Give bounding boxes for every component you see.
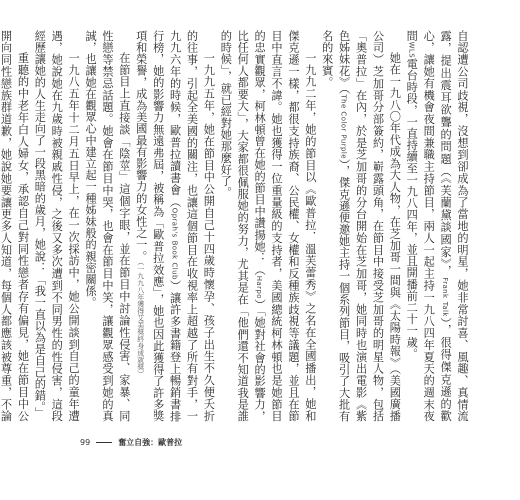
paragraph	[216, 30, 317, 422]
text-run: ）	[253, 298, 267, 311]
text-run: 「她對社會的影響力，比任何人都要大」，大家都很佩服她的努力，尤其是在「他們還不知道我是誰的時候」，就已經對她那麼好了。	[219, 30, 267, 423]
paragraph	[81, 30, 132, 422]
text-run: ）讓許多書籍登上暢銷書排行榜，她的影響力無遠弗屆，被稱為「歐普拉效應」，她也因此獲得了許多獎項和榮譽，成為美國最有影響力的女性之一。	[134, 30, 182, 423]
paragraph	[132, 30, 217, 422]
paragraph	[30, 30, 81, 422]
vertical-text-block	[0, 30, 470, 423]
paragraph	[402, 30, 470, 422]
text-run: 在節目上直接談「陰莖」這個字眼，並在節目中討論性侵害、家暴、同性戀等禁忌話題。她會在節目中哭，也會在節目中笑，讓觀眾感受到她的真誠，也讓她在觀眾心中建立起一種姊妹般的親密關係。	[84, 30, 131, 422]
text-run: Oprah's Book Club	[170, 207, 179, 280]
text-run: 重聽的中老年白人婦女，承認自己對同性戀者存有偏見，她在節目中公開向同性戀族群道歉，她說她要讓更多人知道，每個人都應該被尊重，不論	[0, 30, 30, 422]
text-run: 一九九二年，她的節目以《歐普拉．溫芙蕾秀》之名在全國播出，她和傑克遜一樣，都很支持族裔、公民權、女權和反種族歧視等議題，並且在節目中直言不諱。她也獲得一位重量級的支持者，美國總統柯林頓也是她節目的忠實觀眾，柯林頓曾在她的節目中讚揚她：	[253, 30, 317, 422]
text-run: WLS	[407, 41, 416, 59]
text-run: 電台時段，一直持續至一九八四年，並且開播前二十一歲。	[405, 58, 419, 360]
page-footer	[80, 437, 182, 448]
text-run: 一九八五年十二月五日早上，在一次採訪中，她公開談到自己的童年遭遇，她說她在九歲時被親戚性侵，之後又多次遭到不同男性的性侵害，這段經歷讓她的人生走向了一段黑暗的歲月，她說：「我一直以為是自己的錯。」	[33, 30, 81, 422]
paragraph	[0, 30, 30, 422]
text-run: Harpo	[255, 275, 264, 299]
running-title: 奮立自強：歐普拉	[118, 438, 183, 447]
text-run: （一九九八年獲得艾美獎終身成就獎）	[136, 262, 145, 378]
text-run: ），傑克遜便邀她主持一個系列節目，吸引了大批有名的來賓。	[320, 30, 351, 422]
text-run: 一九九五年，她在節目中公開自己十四歲時懷孕、孩子出生不久便夭折的往事，引起全美國的關注，也讓這個節目在收視率上超越了所有對手，一九九六年的時候，歐普拉讀書會（	[168, 30, 216, 422]
text-run: The Color Purple	[339, 94, 348, 159]
text-run: 她在一九八〇年代成為大人物，在芝加哥一間與《太陽時報》（美國廣播公司）芝加哥分部簽約，嶄露頭角，在節目中接受芝加哥的明星人物，包括「奧普拉」在內，於是芝加哥的分台開始在芝加哥，她同時也演出電影《紫色姊妹花》（	[337, 30, 402, 422]
text-run: （	[253, 264, 267, 276]
text-run: Frank Talk	[441, 277, 450, 317]
text-run: ），很得傑克遜的歡心，讓她有機會夜間兼職主持節目，兩人一起主持一九八四年夏天的週末夜間	[405, 30, 453, 422]
text-run: 自認遭公司歧視，沒想到卻成為了當地的明星，她非常討喜、風趣、真情流露，提出震耳欲聾的問題（《芙蘭黛談國家》，	[439, 30, 469, 422]
footer-rule	[96, 442, 112, 443]
paragraph	[318, 30, 403, 422]
page-number: 99	[80, 438, 91, 447]
